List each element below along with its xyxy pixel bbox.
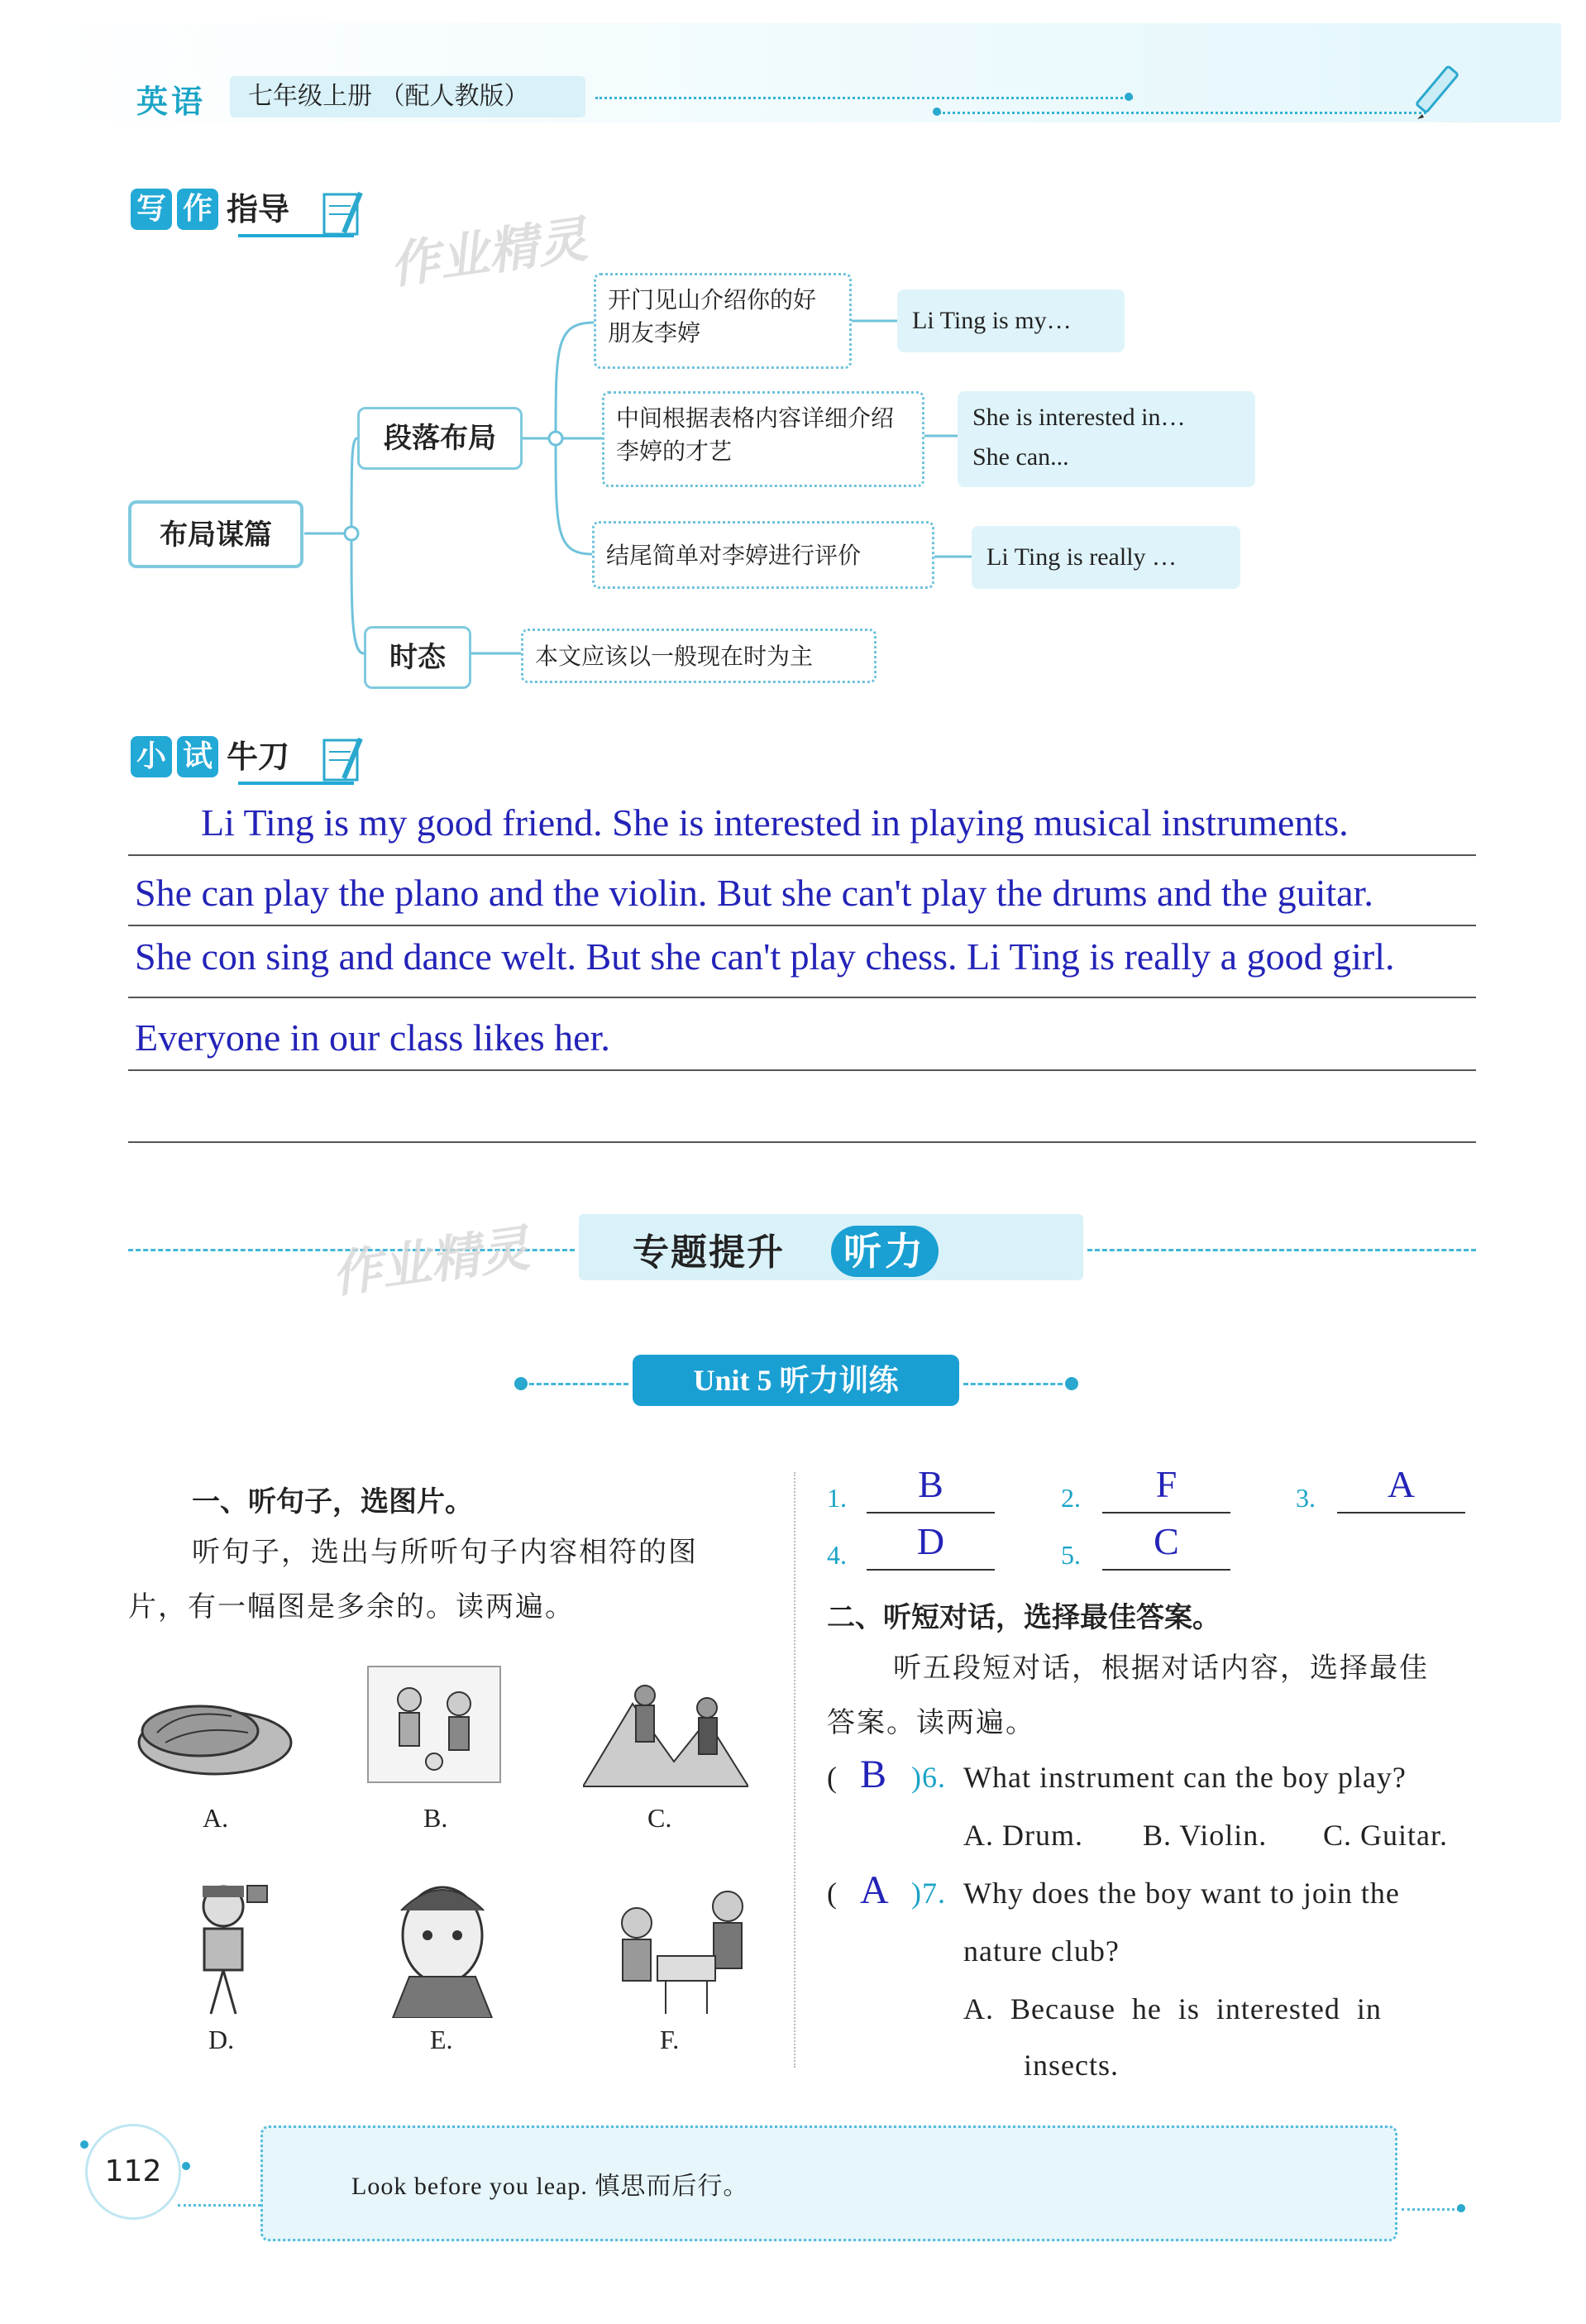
q7-answer: A — [860, 1868, 890, 1912]
picture-label: C. — [647, 1803, 672, 1833]
essay-line-2: She can play the plano and the violin. But she can't play the drums and the guitar. — [135, 872, 1373, 914]
writing-line — [128, 1069, 1476, 1071]
page-number: 112 — [85, 2124, 181, 2220]
column-divider — [794, 1472, 795, 2068]
picture-label: D. — [208, 2025, 235, 2054]
listening-pill: 听力 — [831, 1226, 939, 1277]
notepad-pencil-icon — [319, 732, 377, 787]
q7-number: )7. — [911, 1877, 946, 1910]
grade-label: 七年级上册 （配人教版） — [230, 76, 585, 117]
footer-dotted-line — [178, 2204, 260, 2207]
writing-line — [128, 997, 1476, 998]
q7-option-a-1: A. Because he is interested in — [963, 1992, 1382, 2025]
q6-text: What instrument can the boy play? — [963, 1761, 1407, 1794]
title-text: 指导 — [227, 191, 290, 227]
children-playing-icon — [360, 1658, 509, 1791]
part2-instruction-1: 听五段短对话，根据对话内容，选择最佳 — [893, 1652, 1429, 1685]
unit-dash-left — [529, 1383, 628, 1385]
title-chip: 小 — [131, 736, 172, 777]
part1-heading: 一、听句子，选图片。 — [192, 1485, 473, 1518]
answer-number: 4. — [827, 1540, 847, 1570]
q7-text-2: nature club? — [963, 1934, 1120, 1968]
answer-value: A — [1387, 1463, 1416, 1505]
footer-dot — [1457, 2204, 1465, 2212]
example-line: She is interested in… — [972, 404, 1186, 431]
writing-line — [128, 854, 1476, 856]
title-chip: 写 — [131, 189, 172, 230]
part2-heading: 二、听短对话，选择最佳答案。 — [827, 1601, 1221, 1634]
picture-label: B. — [423, 1803, 448, 1833]
banner-dash-right — [1087, 1249, 1476, 1251]
topic-title: 专题提升 — [633, 1231, 785, 1274]
title-chip: 作 — [177, 189, 218, 230]
picture-label: A. — [203, 1803, 229, 1833]
motto-text: Look before you leap. 慎思而后行。 — [351, 2173, 749, 2200]
watermark: 作业精灵 — [385, 210, 591, 296]
unit-pill: Unit 5 听力训练 — [633, 1355, 959, 1406]
watermark: 作业精灵 — [327, 1219, 533, 1305]
q6-answer: B — [860, 1753, 888, 1796]
subject-label: 英语 — [136, 84, 207, 120]
answer-value: C — [1154, 1520, 1179, 1562]
unit-dot-right — [1065, 1377, 1078, 1390]
q6-paren-open: ( — [827, 1761, 838, 1794]
q6-option-b: B. Violin. — [1143, 1819, 1268, 1852]
bread-icon — [132, 1691, 298, 1782]
answer-number: 5. — [1061, 1540, 1081, 1570]
unit-dot-left — [514, 1377, 528, 1390]
picture-label: F. — [660, 2025, 680, 2054]
writing-line — [128, 1141, 1476, 1143]
answer-line — [1102, 1569, 1230, 1571]
part2-instruction-2: 答案。读两遍。 — [827, 1706, 1035, 1739]
part1-instruction-1: 听句子，选出与所听句子内容相符的图 — [192, 1536, 698, 1569]
branch-layout: 段落布局 — [357, 407, 523, 470]
footer-dotted-line — [1402, 2208, 1459, 2211]
writing-line — [128, 925, 1476, 926]
example-line: She can... — [972, 443, 1069, 471]
answer-line — [1102, 1512, 1230, 1513]
title-chip: 试 — [177, 736, 218, 777]
q6-option-c: C. Guitar. — [1323, 1819, 1448, 1852]
q6-number: )6. — [911, 1761, 946, 1794]
footer-dot — [182, 2162, 190, 2170]
essay-line-1: Li Ting is my good friend. She is interested in playing musical instruments. — [201, 801, 1349, 844]
practice-title — [131, 736, 289, 777]
node-opening-example: Li Ting is my… — [897, 289, 1125, 352]
answer-value: D — [916, 1520, 945, 1562]
answer-number: 3. — [1296, 1483, 1316, 1513]
node-tense-note: 本文应该以一般现在时为主 — [521, 629, 877, 683]
answer-line — [1337, 1512, 1465, 1513]
node-ending: 结尾简单对李婷进行评价 — [592, 521, 934, 589]
picture-label: E. — [430, 2025, 453, 2054]
answer-value: F — [1155, 1463, 1178, 1505]
boy-camera-icon — [186, 1877, 277, 2018]
part1-instruction-2: 片，有一幅图是多余的。读两遍。 — [128, 1590, 575, 1623]
node-middle-example — [958, 391, 1255, 487]
answer-number: 2. — [1061, 1483, 1081, 1513]
opera-face-icon — [376, 1877, 509, 2018]
q7-text-1: Why does the boy want to join the — [963, 1877, 1400, 1910]
chess-players-icon — [608, 1882, 757, 2018]
essay-line-3: She con sing and dance welt. But she can't play chess. Li Ting is really a good girl. — [135, 935, 1395, 978]
answer-line — [867, 1569, 995, 1571]
essay-line-4: Everyone in our class likes her. — [135, 1016, 610, 1059]
footer-dot — [80, 2140, 88, 2149]
answer-number: 1. — [827, 1483, 847, 1513]
title-text: 牛刀 — [227, 739, 290, 775]
hiking-icon — [583, 1671, 748, 1795]
root-node: 布局谋篇 — [128, 500, 303, 568]
node-opening: 开门见山介绍你的好朋友李婷 — [594, 273, 852, 369]
q6-option-a: A. Drum. — [963, 1819, 1083, 1852]
answer-line — [867, 1512, 995, 1513]
node-middle: 中间根据表格内容详细介绍李婷的才艺 — [602, 391, 924, 487]
answer-value: B — [918, 1463, 943, 1505]
unit-dash-right — [963, 1383, 1063, 1385]
branch-tense: 时态 — [364, 626, 471, 689]
node-ending-example: Li Ting is really … — [972, 526, 1240, 589]
q7-option-a-2: insects. — [1024, 2049, 1119, 2082]
q7-paren-open: ( — [827, 1877, 838, 1910]
